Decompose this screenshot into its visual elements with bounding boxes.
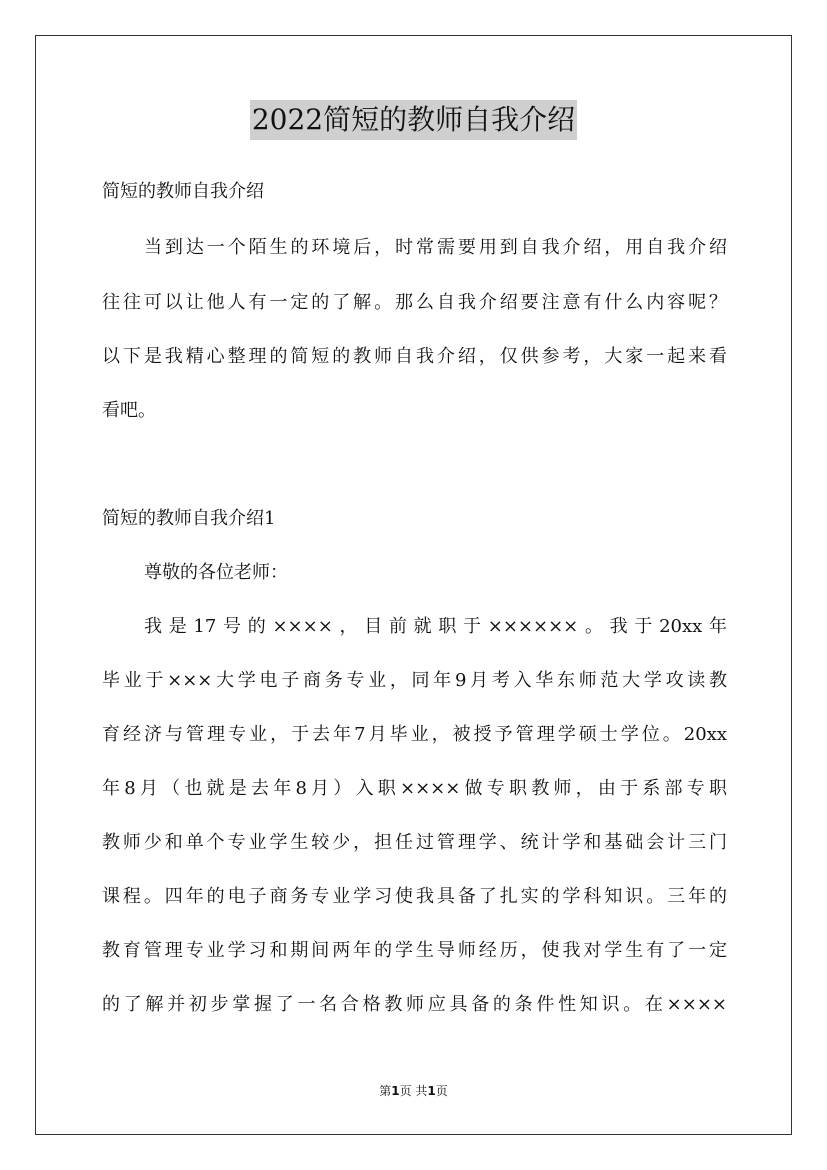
paragraph-line: 教育管理专业学习和期间两年的学生导师经历，使我对学生有了一定 <box>102 940 727 961</box>
footer-prefix: 第 <box>379 1084 392 1098</box>
paragraph-line: 教师少和单个专业学生较少，担任过管理学、统计学和基础会计三门 <box>102 832 727 853</box>
paragraph-line: 的了解并初步掌握了一名合格教师应具备的条件性知识。在×××× <box>102 994 727 1015</box>
title-container <box>0 100 827 140</box>
footer-mid: 页 共 <box>399 1084 428 1098</box>
page-footer <box>0 1083 827 1099</box>
greeting-line: 尊敬的各位老师： <box>144 562 288 583</box>
paragraph-line: 育经济与管理专业，于去年7月毕业，被授予管理学硕士学位。20xx <box>102 724 727 745</box>
paragraph-line: 以下是我精心整理的简短的教师自我介绍，仅供参考，大家一起来看 <box>102 346 727 367</box>
paragraph-line: 年8月（也就是去年8月）入职××××做专职教师，由于系部专职 <box>102 778 727 799</box>
paragraph-line: 毕业于×××大学电子商务专业，同年9月考入华东师范大学攻读教 <box>102 670 727 691</box>
footer-total-pages: 1 <box>427 1084 436 1098</box>
paragraph-line: 当到达一个陌生的环境后，时常需要用到自我介绍，用自我介绍 <box>144 237 727 258</box>
paragraph-line: 看吧。 <box>102 400 156 421</box>
paragraph-line: 我是17号的××××，目前就职于××××××。我于20xx年 <box>144 616 727 637</box>
document-title: 2022简短的教师自我介绍 <box>250 100 577 140</box>
section-heading: 简短的教师自我介绍 <box>102 181 264 202</box>
paragraph-line: 课程。四年的电子商务专业学习使我具备了扎实的学科知识。三年的 <box>102 886 727 907</box>
footer-suffix: 页 <box>435 1084 448 1098</box>
paragraph-line: 往往可以让他人有一定的了解。那么自我介绍要注意有什么内容呢？ <box>102 292 727 313</box>
section-heading: 简短的教师自我介绍1 <box>102 508 276 529</box>
footer-page-number: 1 <box>391 1084 400 1098</box>
